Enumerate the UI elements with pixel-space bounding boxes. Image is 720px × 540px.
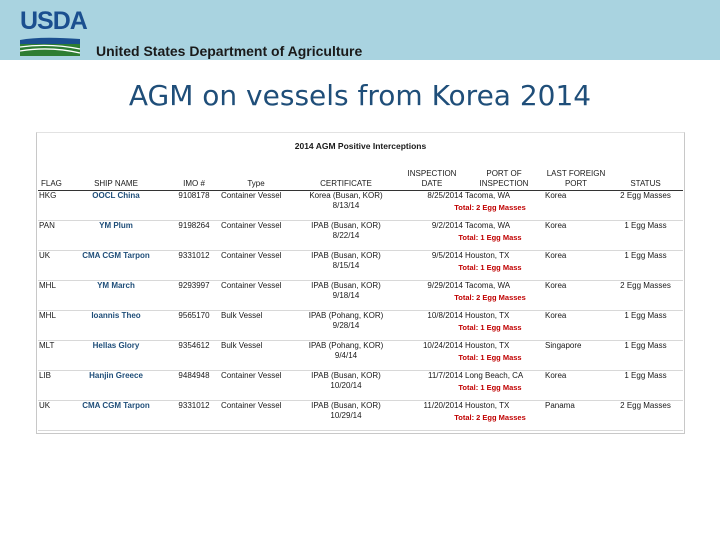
inspection-port-cell (454, 281, 544, 311)
inspection-date-cell: 8/25/2014 (400, 191, 464, 221)
vessel-type-cell: Container Vessel (220, 251, 292, 281)
usda-banner (0, 0, 720, 60)
inspection-date-cell: 10/24/2014 (400, 341, 464, 371)
last-foreign-port-cell: Korea (544, 251, 608, 281)
inspection-port: Tacoma, WA (465, 281, 511, 290)
certificate-cell (292, 401, 400, 431)
inspection-date-cell: 9/29/2014 (400, 281, 464, 311)
document-heading: 2014 AGM Positive Interceptions (294, 141, 427, 151)
flag-cell: MHL (38, 281, 64, 311)
egg-mass-total: Total: 2 Egg Masses (454, 413, 526, 422)
column-header-type: Type (220, 163, 292, 191)
flag-cell: LIB (38, 371, 64, 401)
inspection-port-cell (458, 251, 544, 281)
table-row (38, 371, 683, 401)
last-foreign-port-cell: Korea (544, 191, 608, 221)
ship-name-cell: CMA CGM Tarpon (64, 251, 168, 281)
vessel-type-cell: Container Vessel (220, 221, 292, 251)
table-row (38, 221, 683, 251)
flag-cell: UK (38, 401, 64, 431)
flag-cell: UK (38, 251, 64, 281)
column-header-imo: IMO # (168, 163, 220, 191)
table-row (38, 191, 683, 221)
inspection-port: Tacoma, WA (465, 191, 511, 200)
vessel-type-cell: Container Vessel (220, 401, 292, 431)
last-foreign-port-cell: Panama (544, 401, 608, 431)
inspection-port: Houston, TX (465, 251, 510, 260)
certificate-issuer: IPAB (Busan, KOR) (311, 221, 381, 230)
certificate-cell (292, 281, 400, 311)
flag-cell: PAN (38, 221, 64, 251)
last-foreign-port-cell: Korea (544, 311, 608, 341)
ship-name-cell: Hellas Glory (64, 341, 168, 371)
egg-mass-total: Total: 1 Egg Mass (458, 233, 522, 242)
inspection-port-cell (458, 311, 544, 341)
imo-cell: 9293997 (168, 281, 220, 311)
vessel-type-cell: Container Vessel (220, 191, 292, 221)
certificate-issuer: IPAB (Pohang, KOR) (308, 311, 384, 320)
inspection-date-cell: 9/2/2014 (400, 221, 464, 251)
column-header-inspection-date: INSPECTION DATE (400, 163, 464, 191)
column-header-ship-name: SHIP NAME (64, 163, 168, 191)
status-cell: 1 Egg Mass (608, 341, 683, 371)
egg-mass-total: Total: 2 Egg Masses (454, 293, 526, 302)
certificate-cell (292, 371, 400, 401)
table-row (38, 281, 683, 311)
certificate-date: 9/4/14 (334, 351, 358, 360)
certificate-date: 8/13/14 (332, 201, 360, 210)
ship-name-cell: YM March (64, 281, 168, 311)
certificate-issuer: IPAB (Busan, KOR) (311, 281, 381, 290)
status-cell: 2 Egg Masses (608, 191, 683, 221)
inspection-port-cell (458, 341, 544, 371)
certificate-date: 9/18/14 (332, 291, 360, 300)
egg-mass-total: Total: 1 Egg Mass (458, 263, 522, 272)
usda-logo (20, 7, 87, 56)
vessel-type-cell: Container Vessel (220, 281, 292, 311)
certificate-date: 10/20/14 (330, 381, 362, 390)
slide-title: AGM on vessels from Korea 2014 (128, 79, 592, 112)
imo-cell: 9331012 (168, 251, 220, 281)
imo-cell: 9198264 (168, 221, 220, 251)
ship-name-cell: CMA CGM Tarpon (64, 401, 168, 431)
inspection-date-cell: 10/8/2014 (400, 311, 464, 341)
certificate-cell (292, 221, 400, 251)
last-foreign-port-cell: Singapore (544, 341, 608, 371)
egg-mass-total: Total: 1 Egg Mass (458, 383, 522, 392)
inspection-port: Tacoma, WA (465, 221, 511, 230)
certificate-issuer: Korea (Busan, KOR) (309, 191, 383, 200)
status-cell: 1 Egg Mass (608, 371, 683, 401)
inspection-port-cell (458, 371, 544, 401)
inspection-date-cell: 11/7/2014 (400, 371, 464, 401)
inspection-port: Long Beach, CA (465, 371, 524, 380)
flag-cell: MLT (38, 341, 64, 371)
table-header-row (38, 163, 683, 191)
inspection-port: Houston, TX (465, 341, 510, 350)
last-foreign-port-cell: Korea (544, 371, 608, 401)
certificate-issuer: IPAB (Busan, KOR) (311, 251, 381, 260)
certificate-date: 8/15/14 (332, 261, 360, 270)
vessel-type-cell: Bulk Vessel (220, 341, 292, 371)
inspection-date-cell: 9/5/2014 (400, 251, 464, 281)
flag-cell: MHL (38, 311, 64, 341)
certificate-cell (292, 341, 400, 371)
column-header-certificate: CERTIFICATE (292, 163, 400, 191)
certificate-cell (292, 191, 400, 221)
table-row (38, 311, 683, 341)
certificate-date: 10/29/14 (330, 411, 362, 420)
status-cell: 1 Egg Mass (608, 311, 683, 341)
status-cell: 2 Egg Masses (608, 281, 683, 311)
certificate-issuer: IPAB (Busan, KOR) (311, 371, 381, 380)
imo-cell: 9354612 (168, 341, 220, 371)
imo-cell: 9484948 (168, 371, 220, 401)
interceptions-table (38, 163, 683, 431)
department-name: United States Department of Agriculture (96, 43, 363, 59)
last-foreign-port-cell: Korea (544, 281, 608, 311)
inspection-date-cell: 11/20/2014 (400, 401, 464, 431)
certificate-cell (292, 251, 400, 281)
inspection-port: Houston, TX (465, 311, 510, 320)
imo-cell: 9565170 (168, 311, 220, 341)
ship-name-cell: Hanjin Greece (64, 371, 168, 401)
table-row (38, 251, 683, 281)
vessel-type-cell: Container Vessel (220, 371, 292, 401)
ship-name-cell: YM Plum (64, 221, 168, 251)
egg-mass-total: Total: 2 Egg Masses (454, 203, 526, 212)
certificate-issuer: IPAB (Pohang, KOR) (308, 341, 384, 350)
column-header-flag: FLAG (38, 163, 64, 191)
table-row (38, 341, 683, 371)
status-cell: 1 Egg Mass (608, 251, 683, 281)
certificate-cell (292, 311, 400, 341)
table-row (38, 401, 683, 431)
last-foreign-port-cell: Korea (544, 221, 608, 251)
interceptions-document (36, 132, 685, 434)
column-header-last-foreign-port: LAST FOREIGN PORT (544, 163, 608, 191)
ship-name-cell: OOCL China (64, 191, 168, 221)
inspection-port-cell (458, 221, 544, 251)
inspection-port-cell (454, 401, 544, 431)
inspection-port: Houston, TX (465, 401, 510, 410)
inspection-port-cell (454, 191, 544, 221)
certificate-date: 8/22/14 (332, 231, 360, 240)
usda-logo-field-icon (20, 44, 80, 56)
certificate-issuer: IPAB (Busan, KOR) (311, 401, 381, 410)
egg-mass-total: Total: 1 Egg Mass (458, 323, 522, 332)
vessel-type-cell: Bulk Vessel (220, 311, 292, 341)
column-header-status: STATUS (608, 163, 683, 191)
egg-mass-total: Total: 1 Egg Mass (458, 353, 522, 362)
flag-cell: HKG (38, 191, 64, 221)
status-cell: 2 Egg Masses (608, 401, 683, 431)
imo-cell: 9331012 (168, 401, 220, 431)
usda-logo-text: USDA (20, 7, 87, 35)
certificate-date: 9/28/14 (332, 321, 360, 330)
imo-cell: 9108178 (168, 191, 220, 221)
status-cell: 1 Egg Mass (608, 221, 683, 251)
ship-name-cell: Ioannis Theo (64, 311, 168, 341)
column-header-port-of-inspection: PORT OF INSPECTION (464, 163, 544, 191)
